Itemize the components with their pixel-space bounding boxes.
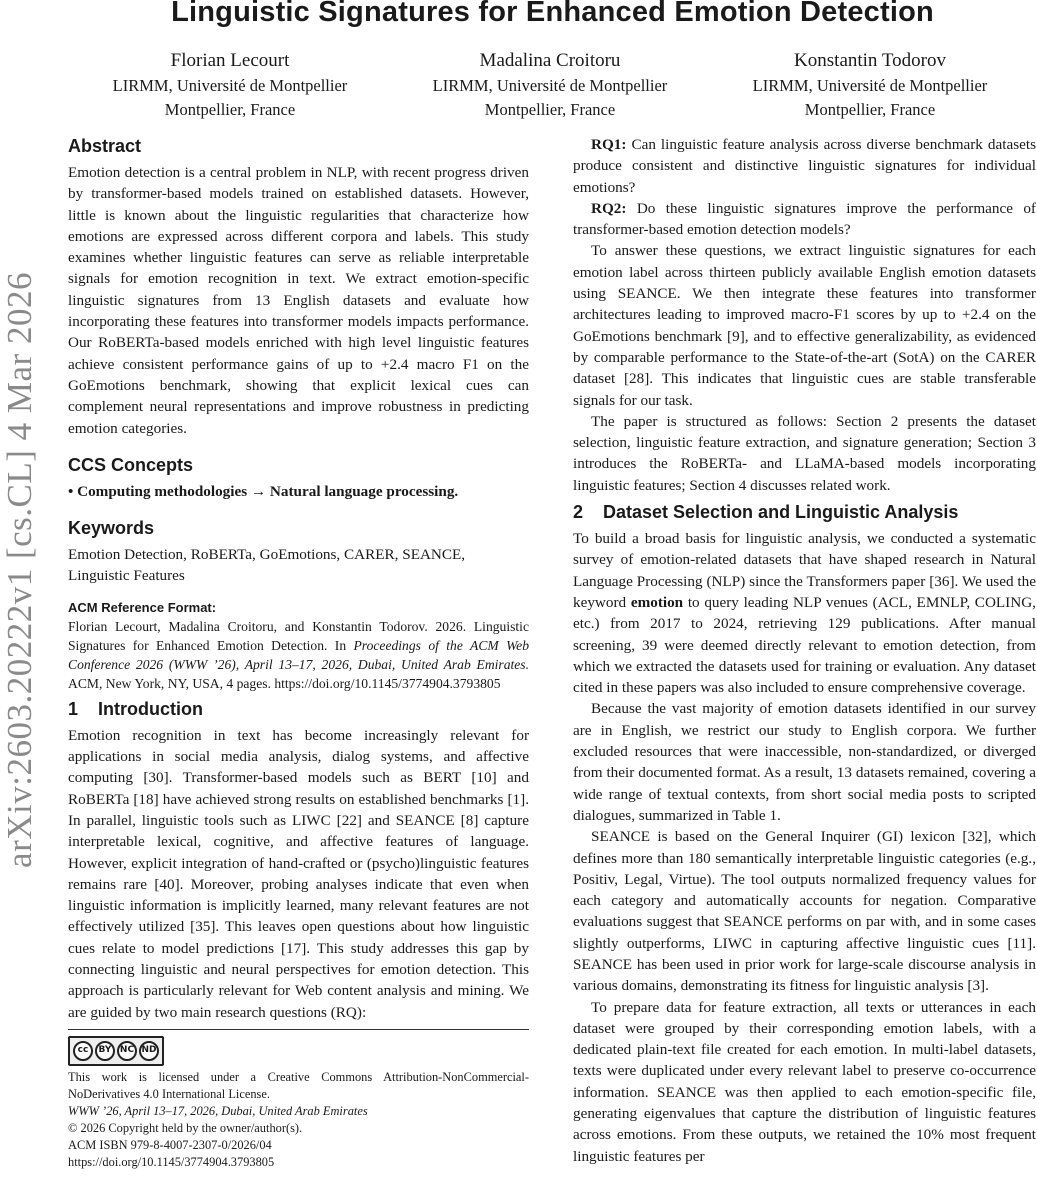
abstract-heading: Abstract — [68, 136, 142, 156]
cc-license-badge — [68, 1036, 164, 1066]
structure-paragraph: The paper is structured as follows: Section 2 presents the dataset selection, linguistic feature extraction, and signature generation; Section 3 introduces the RoBERTa- and LLaMA-based models incorporating linguistic features; Section 4 discusses related work. — [573, 412, 1036, 494]
author-name: Konstantin Todorov — [794, 50, 946, 71]
left-column — [68, 134, 529, 1171]
rq2-paragraph — [573, 198, 1036, 241]
section2-paragraph-4: To prepare data for feature extraction, all texts or utterances in each dataset were grouped by their corresponding emotion labels, with a dedicated plain-text file created for each emotion. In multi-label datasets, texts were duplicated under every relevant label to preserve co-occurrence information. SEANCE was then applied to each emotion-specific file, generating eigenvalues that capture the distribution of linguistic features across emotions. From these outputs, we retained the 10% most frequent linguistic features per — [573, 998, 1036, 1165]
acm-ref-authors: Florian Lecourt, Madalina Croitoru, and Konstantin Todorov. 2026. Linguistic Signatures for Enhanced Emotion Detection. In — [68, 618, 529, 653]
author-1 — [80, 48, 380, 122]
acm-ref-venue: Proceedings of the ACM Web Conference 2026 (WWW ’26), April 13–17, 2026, Dubai, United Arab Emirates. — [68, 637, 529, 672]
author-3 — [720, 48, 1020, 122]
keyword-emotion: emotion — [630, 593, 684, 611]
section2-paragraph-2: Because the vast majority of emotion datasets identified in our survey are in English, we restrict our study to English corpora. We further excluded resources that were inaccessible, non-standardized, or diverged from their documented format. As a result, 13 datasets remained, covering a wide range of textual contexts, from short social media posts to scripted dialogues, summarized in Table 1. — [573, 700, 1036, 824]
section2-paragraph-3: SEANCE is based on the General Inquirer (GI) lexicon [32], which defines more than 180 semantically interpretable linguistic categories (e.g., Positiv, Legal, Virtue). The tool outputs normalized frequency values for each category and automatically accounts for negation. Comparative evaluations suggest that SEANCE performs on par with, and in some cases slightly outperforms, LIWC in capturing affective linguistic cues [11]. SEANCE has been used in prior work for large-scale discourse analysis in various domains, demonstrating its fitness for linguistic analysis [3]. — [573, 828, 1036, 995]
section-number: 1 — [68, 698, 79, 719]
license-block — [68, 1069, 529, 1171]
rq1-paragraph — [573, 134, 1036, 198]
license-divider — [68, 1029, 529, 1030]
right-column — [573, 134, 1036, 1167]
author-affiliation: LIRMM, Université de Montpellier — [432, 76, 668, 95]
rq2-label: RQ2: — [591, 199, 627, 217]
acm-ref-tail: ACM, New York, NY, USA, 4 pages. https://doi.org/10.1145/3774904.3793805 — [68, 675, 501, 691]
rq1-text: Can linguistic feature analysis across diverse benchmark datasets produce consistent and distinctive linguistic signatures for individual emotions? — [573, 136, 1036, 196]
author-affiliation: LIRMM, Université de Montpellier — [112, 76, 348, 95]
author-location: Montpellier, France — [484, 100, 616, 119]
rq1-label: RQ1: — [591, 136, 627, 153]
answer-paragraph: To answer these questions, we extract linguistic signatures for each emotion label across thirteen publicly available English emotion datasets using SEANCE. We then integrate these features into transformer architectures leading to improved macro-F1 scores by up to +2.4 on the GoEmotions benchmark [9], and to effective generalizability, as evidenced by comparable performance to the State-of-the-art (SotA) on the CARER dataset [28]. This indicates that linguistic cues are stable transferable signals for our task. — [573, 242, 1036, 409]
license-doi[interactable]: https://doi.org/10.1145/3774904.3793805 — [68, 1154, 275, 1169]
author-location: Montpellier, France — [804, 100, 936, 119]
nd-icon: ND — [139, 1041, 159, 1061]
author-name: Madalina Croitoru — [479, 50, 621, 71]
section2-paragraph-1 — [573, 528, 1036, 698]
abstract-text: Emotion detection is a central problem in NLP, with recent progress driven by transformer-based models trained on established datasets. However, little is known about the linguistic regularities that characterize how emotions are expressed across different corpora and labels. This study examines whether linguistic features can serve as reliable interpretable signals for emotion recognition in text. We extract emotion-specific linguistic signatures from 13 English datasets and evaluate how incorporating these features into transformer models impacts performance. Our RoBERTa-based models enriched with high level linguistic features achieve consistent performance gains of up to +2.4 macro F1 on the GoEmotions benchmark, showing that explicit lexical cues can complement neural representations and improve robustness in predicting emotion categories. — [68, 164, 529, 437]
by-icon: BY — [95, 1041, 115, 1061]
section-number: 2 — [573, 502, 584, 523]
license-venue: WWW ’26, April 13–17, 2026, Dubai, United Arab Emirates — [68, 1103, 368, 1118]
ccs-heading: CCS Concepts — [68, 454, 194, 475]
author-affiliation: LIRMM, Université de Montpellier — [752, 76, 988, 95]
arxiv-id[interactable]: arXiv:2603.20222v1 [cs.CL] 4 Mar 2026 — [0, 272, 40, 868]
arxiv-stamp — [0, 220, 40, 920]
acm-ref-text — [68, 617, 529, 693]
section2-heading — [573, 500, 1036, 524]
license-isbn: ACM ISBN 979-8-4007-2307-0/2026/04 — [68, 1137, 272, 1152]
nc-icon: NC — [117, 1041, 137, 1061]
section2-p1-start: To build a broad basis for linguistic analysis, we conducted a systematic survey of emotion-related datasets that have shaped research in Natural Language Processing (NLP) since the Transformers paper [36]. We used the keyword — [573, 530, 1036, 611]
paper-title: Linguistic Signatures for Enhanced Emotion Detection — [171, 0, 934, 28]
intro-text: Emotion recognition in text has become increasingly relevant for applications in social media analysis, dialog systems, and affective computing [30]. Transformer-based models such as BERT [10] and RoBERTa [18] have achieved strong results on established benchmarks [1]. In parallel, linguistic tools such as LIWC [22] and SEANCE [8] capture interpretable lexical, cognitive, and affective features of language. However, explicit integration of hand-crafted or (psycho)linguistic features remains rare [40]. Moreover, probing analyses indicate that even when linguistic information is implicitly learned, many relevant features are not effectively utilized [35]. This leaves open questions about how linguistic cues relate to model predictions [17]. This study addresses this gap by connecting linguistic and neural perspectives for emotion detection. This approach is particularly relevant for Web content analysis and mining. We are guided by two main research questions (RQ): — [68, 726, 529, 1021]
ccs-concepts: • Computing methodologies → Natural language processing. — [68, 482, 459, 500]
keywords-heading: Keywords — [68, 518, 155, 539]
intro-heading — [68, 697, 529, 721]
author-location: Montpellier, France — [164, 100, 296, 119]
keywords-text: Emotion Detection, RoBERTa, GoEmotions, CARER, SEANCE, Linguistic Features — [68, 546, 466, 585]
license-copyright: © 2026 Copyright held by the owner/author(s). — [68, 1120, 303, 1135]
author-name: Florian Lecourt — [170, 50, 290, 71]
author-2 — [400, 48, 700, 122]
acm-ref-heading: ACM Reference Format: — [68, 599, 217, 615]
rq2-text: Do these linguistic signatures improve the performance of transformer-based emotion detection models? — [573, 199, 1036, 239]
section-title: Introduction — [98, 698, 203, 719]
section2-p1-end: to query leading NLP venues (ACL, EMNLP, COLING, etc.) from 2017 to 2024, retrieving 129 publications. After manual screening, 39 were deemed directly relevant to emotion detection, from which we extracted the datasets used for training or evaluation. Any dataset cited in these papers was also included to ensure comprehensive coverage. — [573, 593, 1036, 697]
cc-icon: cc — [73, 1041, 93, 1061]
section-title: Dataset Selection and Linguistic Analysis — [603, 502, 959, 523]
license-text: This work is licensed under a Creative Commons Attribution-NonCommercial-NoDerivatives 4.0 International License. — [68, 1069, 529, 1101]
author-block — [80, 48, 1020, 122]
